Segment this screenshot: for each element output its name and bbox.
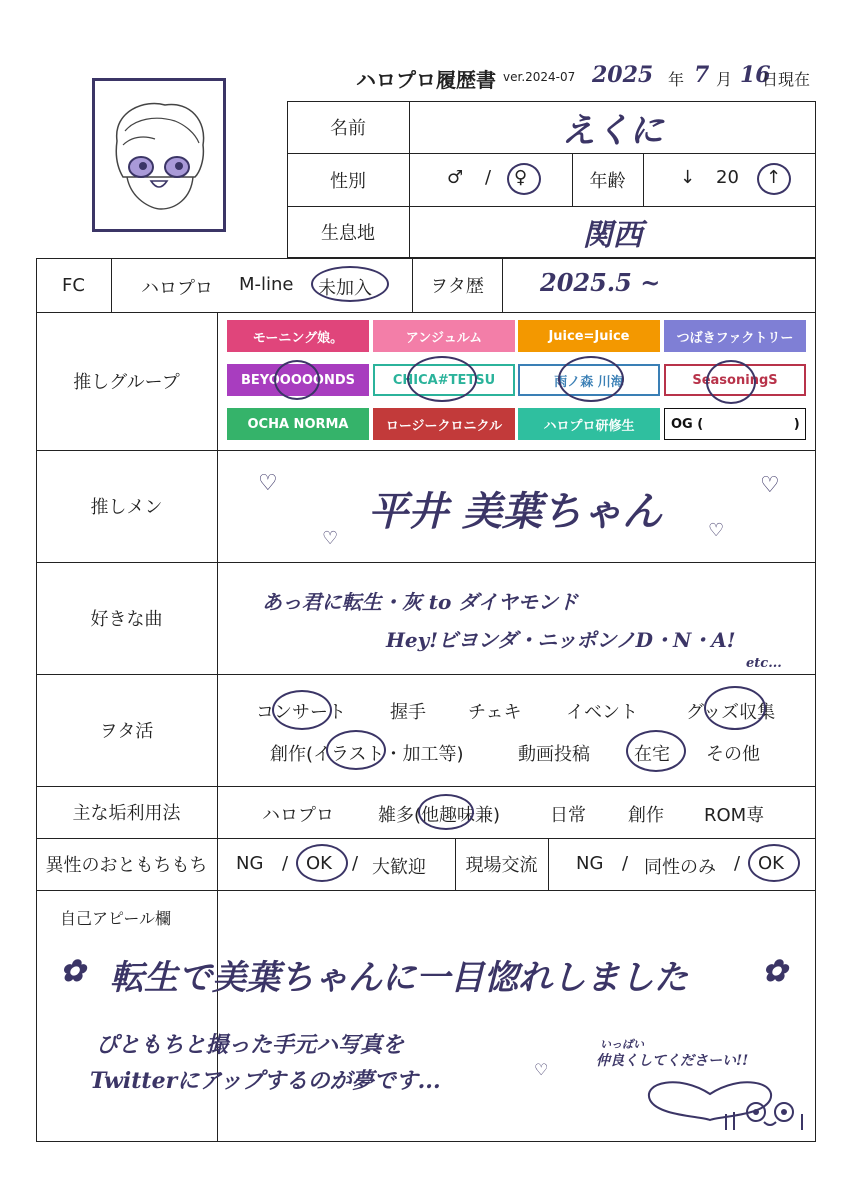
name-label: 名前 — [330, 118, 366, 139]
genba-separator: / — [622, 853, 629, 874]
wotakatsu-label: ヲタ活 — [99, 721, 154, 742]
friends-label: 異性のおともちもち — [45, 855, 208, 876]
habitat-value: 関西 — [582, 218, 643, 253]
document-title: ハロプロ履歴書 — [356, 68, 496, 92]
account-usage-option[interactable]: 日常 — [550, 805, 586, 826]
date-year-unit: 年 — [668, 70, 685, 89]
wotakatsu-option[interactable]: 在宅 — [634, 744, 670, 765]
flower-icon: ✿ — [60, 954, 86, 989]
wotakatsu-selected-circle — [272, 690, 332, 730]
date-day-unit: 日現在 — [762, 70, 811, 89]
group-tag[interactable]: つばきファクトリー — [664, 320, 806, 352]
account-usage-option[interactable]: ROM専 — [704, 805, 765, 826]
account-usage-label: 主な垢利用法 — [72, 803, 181, 824]
avatar-drawing-icon — [95, 81, 223, 229]
group-tag[interactable]: OCHA NORMA — [227, 408, 369, 440]
appeal-line-3: Twitterにアップするのが夢です... — [90, 1068, 441, 1094]
name-value: えくに — [561, 110, 664, 151]
age-up-option[interactable]: ↑ — [766, 167, 782, 188]
songs-line-2: Hey!ビヨンダ・ニッポンノD・N・A! — [386, 628, 736, 652]
wotakatsu-option[interactable]: コンサート — [256, 702, 346, 723]
group-tag[interactable]: BEYOOOOONDS — [227, 364, 369, 396]
account-usage-option[interactable]: 創作 — [628, 805, 664, 826]
appeal-side-2: 仲良くしてくださーい!! — [596, 1053, 749, 1069]
group-tag[interactable]: ハロプロ研修生 — [518, 408, 660, 440]
age-down-option[interactable]: ↓ — [680, 167, 696, 188]
group-tag[interactable]: Juice=Juice — [518, 320, 660, 352]
group-tag[interactable]: OG ( ) — [664, 408, 806, 440]
date-month: 7 — [694, 62, 710, 88]
group-heart-circle — [558, 356, 624, 402]
genba-separator: / — [734, 853, 741, 874]
heart-icon: ♡ — [534, 1060, 549, 1079]
wotakatsu-selected-circle — [704, 686, 766, 730]
gender-female-option[interactable]: ♀ — [514, 167, 528, 188]
appeal-label: 自己アピール欄 — [60, 909, 172, 928]
group-tag[interactable]: CHICA#TETSU — [373, 364, 515, 396]
friends-ok-option[interactable]: OK — [306, 853, 332, 874]
group-tag[interactable]: ロージークロニクル — [373, 408, 515, 440]
date-month-unit: 月 — [716, 70, 733, 89]
group-tag[interactable]: アンジュルム — [373, 320, 515, 352]
gender-separator: / — [485, 167, 492, 188]
wotakatsu-selected-circle — [626, 730, 686, 772]
flower-icon: ✿ — [762, 954, 788, 989]
gender-male-option[interactable]: ♂ — [447, 167, 464, 188]
fc-option-hp[interactable]: ハロプロ — [141, 278, 213, 299]
wotakatsu-option[interactable]: 握手 — [390, 702, 426, 723]
group-tag[interactable]: 雨ノ森 川海 — [518, 364, 660, 396]
songs-line-3: etc... — [746, 656, 782, 671]
songs-line-1: あっ君に転生・灰 to ダイヤモンド — [262, 590, 578, 614]
wotakatsu-option[interactable]: チェキ — [468, 702, 522, 723]
wotakatsu-option[interactable]: グッズ収集 — [686, 702, 776, 723]
face-doodle-icon — [722, 1094, 812, 1138]
habitat-label: 生息地 — [321, 223, 375, 244]
wota-history-value: 2025.5 ~ — [540, 268, 661, 297]
age-selected-circle — [757, 163, 791, 195]
wotakatsu-selected-circle — [326, 730, 386, 770]
friends-welcome-option[interactable]: 大歓迎 — [372, 857, 426, 878]
genba-same-option[interactable]: 同性のみ — [644, 857, 716, 878]
friends-separator: / — [352, 853, 359, 874]
account-selected-circle — [418, 794, 474, 830]
groups-label: 推しグループ — [73, 372, 180, 393]
friends-selected-circle — [296, 844, 348, 882]
heart-icon: ♡ — [760, 472, 780, 498]
appeal-line-2: ぴともちと撮った手元ハ写真を — [96, 1032, 405, 1058]
wotakatsu-option[interactable]: イベント — [566, 702, 638, 723]
genba-selected-circle — [748, 844, 800, 882]
age-label: 年齢 — [589, 170, 626, 192]
gender-label: 性別 — [330, 170, 366, 192]
oshimen-value: 平井 美葉ちゃん — [368, 487, 662, 535]
group-heart-circle — [407, 356, 477, 402]
avatar — [92, 78, 226, 232]
wota-history-label: ヲタ歴 — [430, 276, 484, 297]
friends-separator: / — [282, 853, 289, 874]
fc-label: FC — [62, 274, 85, 296]
friends-ng-option[interactable]: NG — [236, 853, 264, 874]
group-heart-circle — [274, 360, 320, 400]
account-usage-option[interactable]: 雑多(他趣味兼) — [378, 805, 501, 826]
appeal-side-1: いっぱい — [600, 1038, 644, 1051]
songs-label: 好きな曲 — [90, 609, 163, 630]
fc-option-none[interactable]: 未加入 — [318, 278, 372, 299]
genba-ok-option[interactable]: OK — [758, 853, 784, 874]
genba-label: 現場交流 — [465, 855, 538, 876]
wotakatsu-option[interactable]: その他 — [706, 744, 760, 765]
date-year: 2025 — [592, 62, 654, 88]
group-heart-circle — [706, 360, 756, 404]
heart-icon: ♡ — [708, 520, 725, 541]
group-tag[interactable]: SeasoningS — [664, 364, 806, 396]
account-usage-option[interactable]: ハロプロ — [262, 805, 334, 826]
age-value: 20 — [716, 167, 739, 188]
date-day: 16 — [740, 62, 771, 88]
heart-icon: ♡ — [322, 528, 339, 549]
wotakatsu-option[interactable]: 動画投稿 — [518, 744, 590, 765]
heart-icon: ♡ — [258, 470, 278, 496]
fc-selected-circle — [311, 266, 389, 302]
version-label: ver.2024-07 — [503, 70, 576, 84]
genba-ng-option[interactable]: NG — [576, 853, 604, 874]
gender-selected-circle — [507, 163, 541, 195]
appeal-line-1: 転生で美葉ちゃんに一目惚れしました — [110, 958, 688, 998]
group-tag[interactable]: モーニング娘。 — [227, 320, 369, 352]
wotakatsu-option[interactable]: 創作(イラスト・加工等) — [270, 744, 464, 765]
fc-option-mline[interactable]: M-line — [239, 274, 294, 295]
oshimen-label: 推しメン — [90, 497, 163, 518]
